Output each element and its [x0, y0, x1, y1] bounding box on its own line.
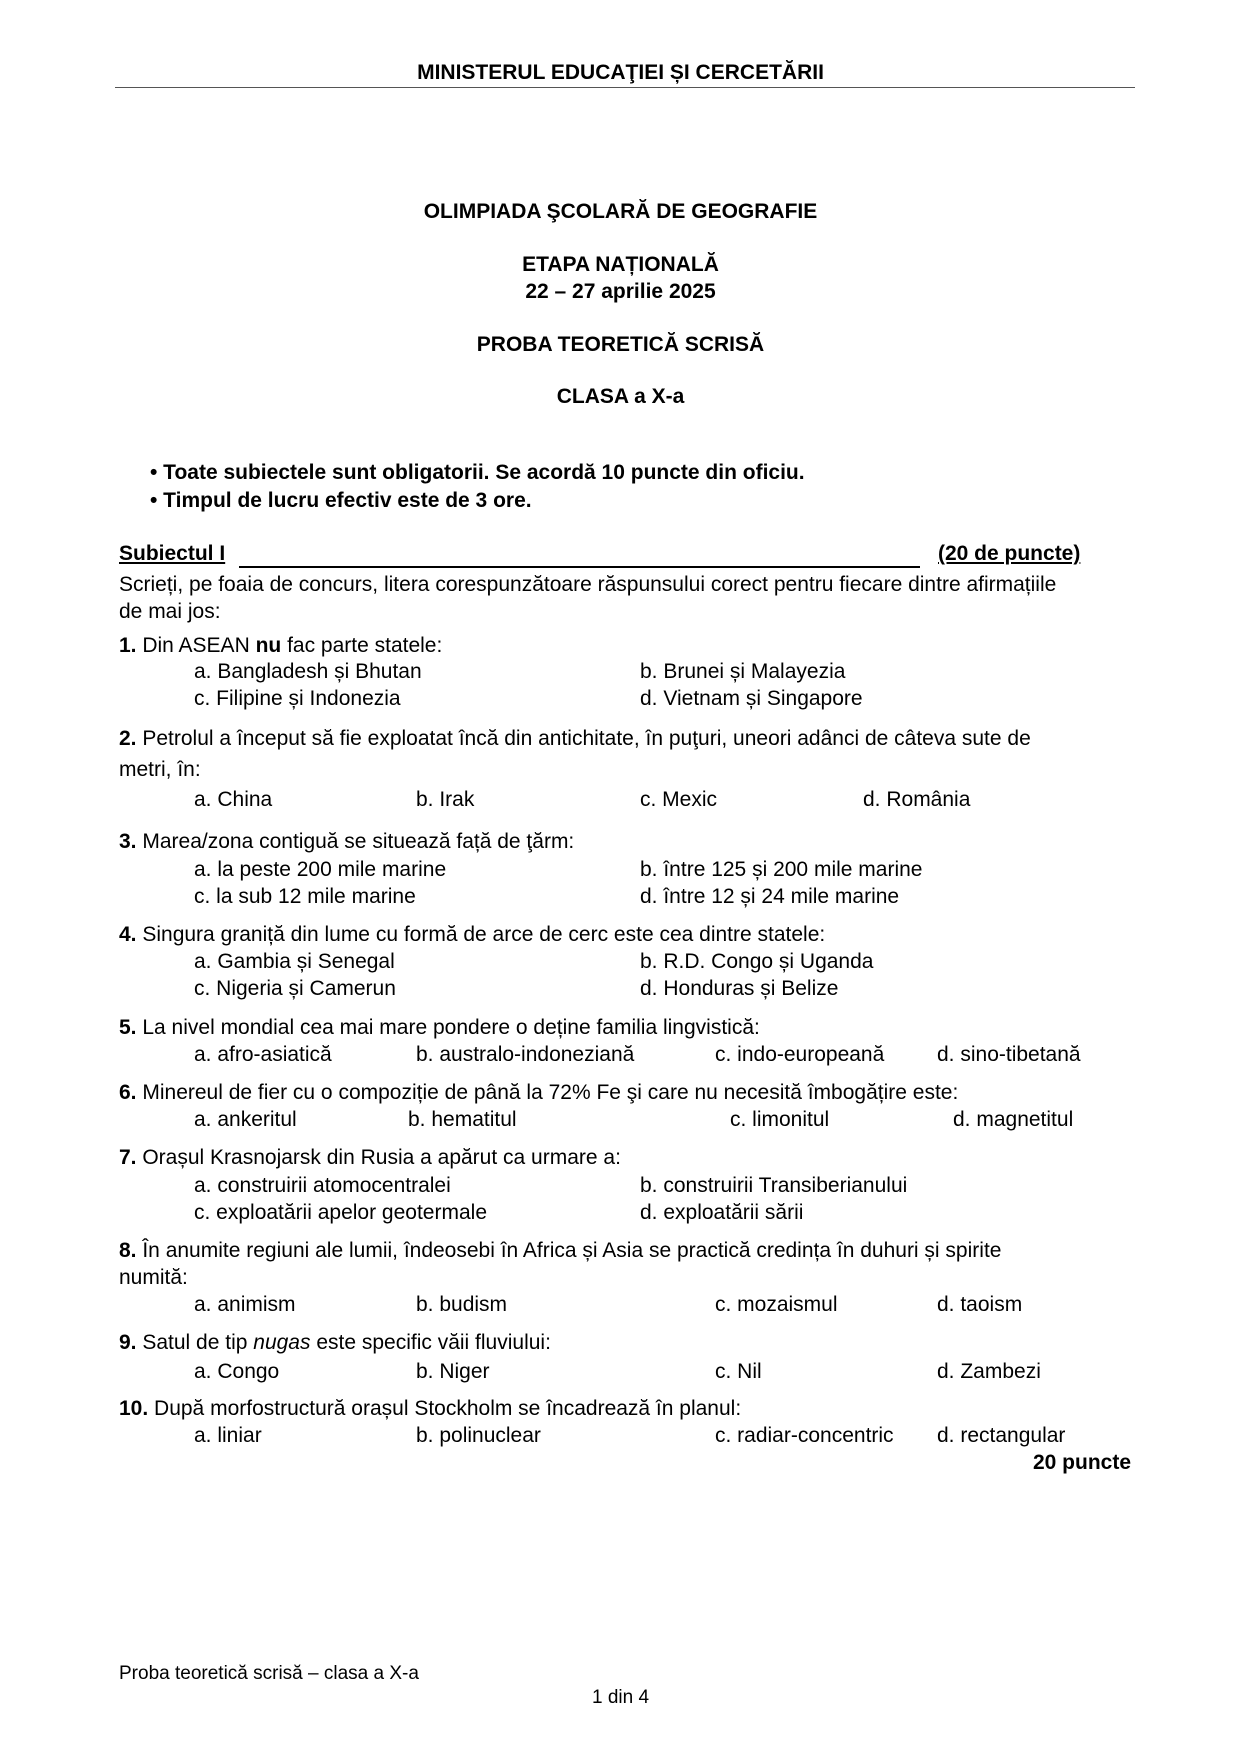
option: d. Zambezi: [937, 1360, 1041, 1383]
section-title: Subiectul I: [119, 542, 226, 565]
option: b. hematitul: [408, 1108, 517, 1131]
question-number: 1.: [119, 634, 137, 657]
page-number: 1 din 4: [591, 1687, 650, 1708]
option: b. polinuclear: [416, 1424, 541, 1447]
question-number: 2.: [119, 727, 137, 750]
question-8-cont: numită:: [119, 1266, 188, 1289]
question-text: Marea/zona contiguă se situează față de ţărm:: [136, 830, 575, 853]
option: d. magnetitul: [953, 1108, 1074, 1131]
question-text: În anumite regiuni ale lumii, îndeosebi în Africa și Asia se practică credința în duhuri și spirite: [136, 1239, 1002, 1262]
option: a. Bangladesh și Bhutan: [194, 660, 422, 683]
option: b. Irak: [416, 788, 475, 811]
question-number: 10.: [119, 1397, 149, 1420]
option: a. liniar: [194, 1424, 262, 1447]
stage-title: ETAPA NAȚIONALĂ: [522, 253, 719, 276]
section-underline: [239, 566, 920, 568]
option: a. afro-asiatică: [194, 1043, 332, 1066]
option: b. R.D. Congo și Uganda: [640, 950, 874, 973]
question-text: Satul de tip: [136, 1331, 254, 1354]
option: c. la sub 12 mile marine: [194, 885, 416, 908]
question-text: Din ASEAN: [136, 634, 256, 657]
question-6: [119, 1081, 958, 1105]
option: c. exploatării apelor geotermale: [194, 1201, 487, 1224]
option: c. indo-europeană: [715, 1043, 885, 1066]
dates: 22 – 27 aprilie 2025: [525, 280, 716, 303]
question-number: 8.: [119, 1239, 137, 1262]
option: b. budism: [416, 1293, 508, 1316]
option: d. rectangular: [937, 1424, 1066, 1447]
question-9: [119, 1331, 551, 1355]
question-7: [119, 1146, 621, 1170]
option: c. limonitul: [730, 1108, 830, 1131]
emphasis: nugas: [253, 1331, 311, 1354]
option: b. Brunei și Malayezia: [640, 660, 846, 683]
footer-left: Proba teoretică scrisă – clasa a X-a: [119, 1663, 419, 1684]
option: c. Nigeria și Camerun: [194, 977, 396, 1000]
option: c. mozaismul: [715, 1293, 838, 1316]
question-2: [119, 727, 1031, 751]
class-title: CLASA a X-a: [556, 385, 685, 408]
question-text: Minereul de fier cu o compoziție de până la 72% Fe şi care nu necesită îmbogățire este:: [136, 1081, 959, 1104]
option: b. construirii Transiberianului: [640, 1174, 908, 1197]
option: b. Niger: [416, 1360, 490, 1383]
question-number: 6.: [119, 1081, 137, 1104]
question-2-cont: metri, în:: [119, 758, 201, 781]
option: d. taoism: [937, 1293, 1023, 1316]
option: b. între 125 și 200 mile marine: [640, 858, 923, 881]
question-number: 7.: [119, 1146, 137, 1169]
question-10: [119, 1397, 741, 1421]
option: d. sino-tibetană: [937, 1043, 1081, 1066]
question-number: 4.: [119, 923, 137, 946]
option: a. construirii atomocentralei: [194, 1174, 451, 1197]
question-text: fac parte statele:: [281, 634, 443, 657]
question-text: La nivel mondial cea mai mare pondere o deține familia lingvistică:: [136, 1016, 760, 1039]
option: d. România: [863, 788, 971, 811]
option: a. Congo: [194, 1360, 280, 1383]
instruction-2: • Timpul de lucru efectiv este de 3 ore.: [150, 489, 532, 512]
option: d. exploatării sării: [640, 1201, 804, 1224]
question-5: [119, 1016, 760, 1040]
question-1: [119, 634, 442, 658]
option: d. între 12 și 24 mile marine: [640, 885, 900, 908]
test-title: PROBA TEORETICĂ SCRISĂ: [476, 333, 765, 356]
option: c. Mexic: [640, 788, 718, 811]
question-text: Singura graniță din lume cu formă de arce de cerc este cea dintre statele:: [136, 923, 826, 946]
option: d. Honduras și Belize: [640, 977, 839, 1000]
option: d. Vietnam și Singapore: [640, 687, 863, 710]
question-text: Orașul Krasnojarsk din Rusia a apărut ca urmare a:: [136, 1146, 621, 1169]
question-number: 5.: [119, 1016, 137, 1039]
question-text: Petrolul a început să fie exploatat încă din antichitate, în puţuri, uneori adânci de câteva sute de: [136, 727, 1031, 750]
question-8: [119, 1239, 1001, 1263]
question-text: este specific văii fluviului:: [310, 1331, 551, 1354]
option: c. radiar-concentric: [715, 1424, 894, 1447]
question-text: După morfostructură orașul Stockholm se încadrează în planul:: [148, 1397, 742, 1420]
question-number: 3.: [119, 830, 137, 853]
ministry-header: MINISTERUL EDUCAŢIEI ȘI CERCETĂRII: [417, 61, 824, 84]
option: a. Gambia și Senegal: [194, 950, 395, 973]
option: c. Nil: [715, 1360, 762, 1383]
option: a. la peste 200 mile marine: [194, 858, 447, 881]
section-intro-cont: de mai jos:: [119, 600, 221, 623]
header-rule: [115, 87, 1135, 88]
option: c. Filipine și Indonezia: [194, 687, 401, 710]
question-3: [119, 830, 574, 854]
olympiad-title: OLIMPIADA ŞCOLARĂ DE GEOGRAFIE: [423, 200, 818, 223]
option: a. ankeritul: [194, 1108, 297, 1131]
section-total: 20 puncte: [1032, 1451, 1131, 1474]
question-number: 9.: [119, 1331, 137, 1354]
option: a. animism: [194, 1293, 296, 1316]
instruction-1: • Toate subiectele sunt obligatorii. Se acordă 10 puncte din oficiu.: [150, 461, 805, 484]
option: a. China: [194, 788, 273, 811]
option: b. australo-indoneziană: [416, 1043, 635, 1066]
emphasis: nu: [255, 634, 282, 657]
section-intro: Scrieți, pe foaia de concurs, litera corespunzătoare răspunsului corect pentru fiecare dintre afirmațiile: [119, 573, 1057, 596]
question-4: [119, 923, 825, 947]
section-points: (20 de puncte): [938, 542, 1081, 565]
